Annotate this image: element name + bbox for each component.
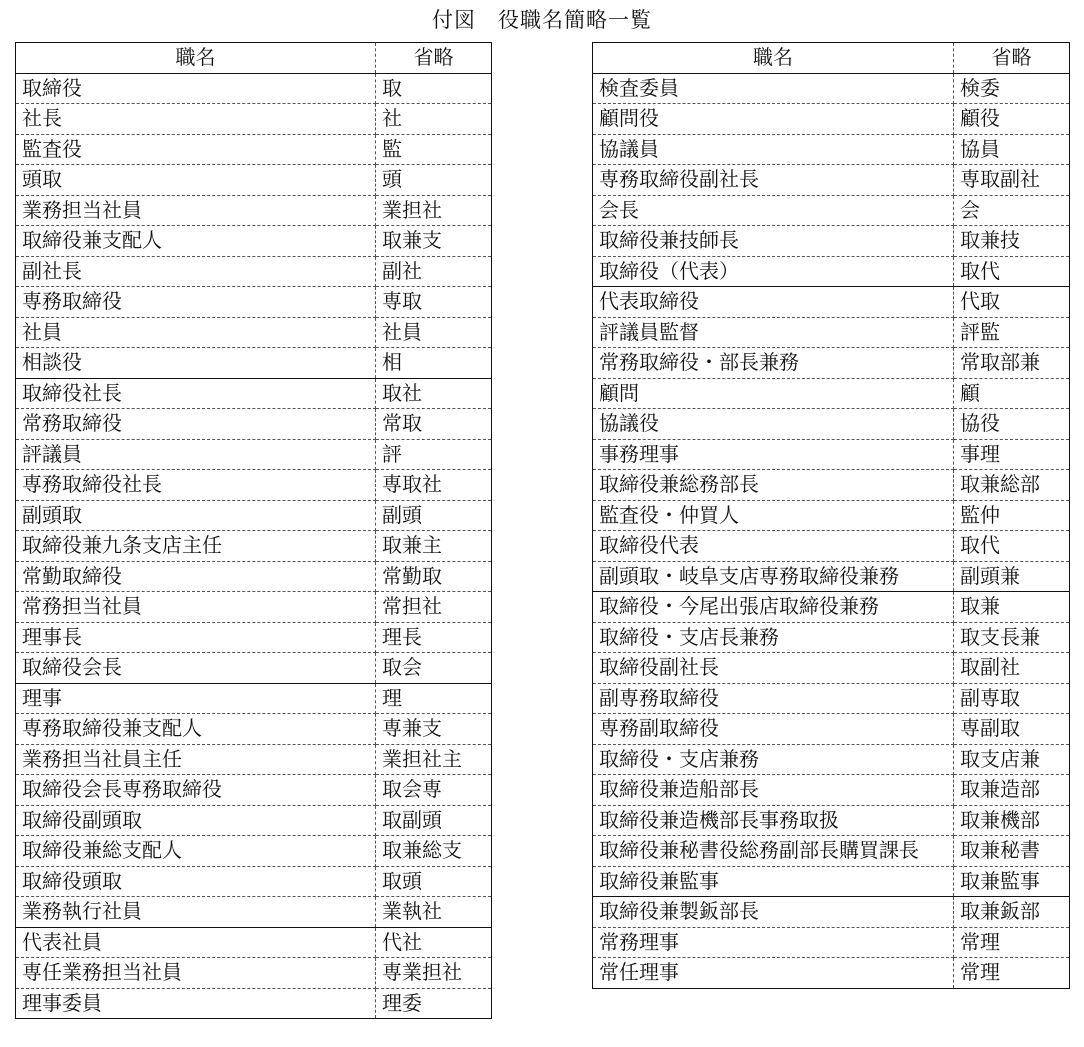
table-row [16, 287, 492, 318]
abbreviation-cell: 監仲 [954, 500, 1070, 531]
position-name-cell: 頭取 [16, 165, 376, 196]
abbreviation-cell: 社 [376, 104, 492, 135]
abbreviation-cell: 常担社 [376, 592, 492, 623]
position-name-cell: 代表取締役 [593, 287, 954, 318]
table-row [593, 287, 1070, 318]
abbreviation-cell: 監 [376, 134, 492, 165]
position-name-cell: 専務副取締役 [593, 714, 954, 745]
table-row [16, 134, 492, 165]
position-name-cell: 取締役兼造機部長事務取扱 [593, 805, 954, 836]
position-name-cell: 協議員 [593, 134, 954, 165]
position-name-cell: 監査役 [16, 134, 376, 165]
table-row [16, 927, 492, 958]
table-row [16, 714, 492, 745]
abbreviation-cell: 取兼監事 [954, 866, 1070, 897]
position-name-cell: 取締役兼造船部長 [593, 775, 954, 806]
abbreviation-cell: 取支店兼 [954, 744, 1070, 775]
table-row [593, 470, 1070, 501]
abbreviation-cell: 取兼秘書 [954, 836, 1070, 867]
position-name-cell: 顧問役 [593, 104, 954, 135]
abbreviation-cell: 取兼支 [376, 226, 492, 257]
abbreviation-cell: 取兼 [954, 592, 1070, 623]
position-name-cell: 取締役・支店長兼務 [593, 622, 954, 653]
abbreviation-cell: 取社 [376, 378, 492, 409]
table-row [16, 500, 492, 531]
table-row [16, 683, 492, 714]
abbreviation-cell: 業担社 [376, 195, 492, 226]
table-row [16, 805, 492, 836]
table-row [593, 348, 1070, 379]
position-name-cell: 取締役副社長 [593, 653, 954, 684]
position-name-cell: 専務取締役副社長 [593, 165, 954, 196]
table-row [16, 775, 492, 806]
abbreviation-cell: 代取 [954, 287, 1070, 318]
abbreviation-cell: 取 [376, 73, 492, 104]
position-name-cell: 社員 [16, 317, 376, 348]
table-row [16, 378, 492, 409]
abbreviation-cell: 常取部兼 [954, 348, 1070, 379]
abbreviation-cell: 社員 [376, 317, 492, 348]
table-row [593, 195, 1070, 226]
position-name-cell: 監査役・仲買人 [593, 500, 954, 531]
table-row [593, 378, 1070, 409]
position-name-cell: 取締役・支店兼務 [593, 744, 954, 775]
position-name-cell: 常務取締役 [16, 409, 376, 440]
abbreviation-cell: 協役 [954, 409, 1070, 440]
header-name: 職名 [16, 43, 376, 74]
table-row [593, 927, 1070, 958]
abbreviation-cell: 相 [376, 348, 492, 379]
abbreviation-cell: 常理 [954, 927, 1070, 958]
table-row [593, 134, 1070, 165]
position-name-cell: 専務取締役兼支配人 [16, 714, 376, 745]
position-name-cell: 会長 [593, 195, 954, 226]
abbreviation-cell: 常勤取 [376, 561, 492, 592]
abbreviation-cell: 取頭 [376, 866, 492, 897]
table-row [593, 165, 1070, 196]
table-row [16, 226, 492, 257]
position-name-cell: 常任理事 [593, 958, 954, 989]
abbreviation-cell: 顧 [954, 378, 1070, 409]
abbreviation-cell: 取兼鈑部 [954, 897, 1070, 928]
abbreviation-cell: 取兼総部 [954, 470, 1070, 501]
table-row [593, 256, 1070, 287]
table-row [16, 897, 492, 928]
table-row [593, 439, 1070, 470]
abbreviation-cell: 取兼総支 [376, 836, 492, 867]
table-row [593, 317, 1070, 348]
table-row [593, 531, 1070, 562]
position-name-cell: 評議員 [16, 439, 376, 470]
position-name-cell: 相談役 [16, 348, 376, 379]
table-row [593, 104, 1070, 135]
position-name-cell: 常務担当社員 [16, 592, 376, 623]
position-name-cell: 取締役兼支配人 [16, 226, 376, 257]
table-row [593, 622, 1070, 653]
abbreviation-cell: 取会 [376, 653, 492, 684]
abbreviation-cell: 業担社主 [376, 744, 492, 775]
table-row [16, 744, 492, 775]
left-abbreviation-table [15, 42, 492, 1019]
position-name-cell: 取締役兼秘書役総務副部長購買課長 [593, 836, 954, 867]
table-row [16, 561, 492, 592]
table-row [593, 653, 1070, 684]
abbreviation-cell: 取兼造部 [954, 775, 1070, 806]
header-abbr: 省略 [376, 43, 492, 74]
abbreviation-cell: 副社 [376, 256, 492, 287]
position-name-cell: 取締役 [16, 73, 376, 104]
position-name-cell: 業務担当社員主任 [16, 744, 376, 775]
position-name-cell: 協議役 [593, 409, 954, 440]
table-row [16, 592, 492, 623]
position-name-cell: 取締役（代表） [593, 256, 954, 287]
position-name-cell: 取締役兼技師長 [593, 226, 954, 257]
table-row [593, 592, 1070, 623]
table-row [593, 866, 1070, 897]
table-row [16, 195, 492, 226]
abbreviation-cell: 取代 [954, 531, 1070, 562]
abbreviation-cell: 取副社 [954, 653, 1070, 684]
table-row [16, 409, 492, 440]
table-row [593, 805, 1070, 836]
position-name-cell: 理事 [16, 683, 376, 714]
abbreviation-cell: 理 [376, 683, 492, 714]
abbreviation-cell: 常理 [960, 960, 1000, 985]
table-row [593, 500, 1070, 531]
abbreviation-cell: 顧役 [954, 104, 1070, 135]
position-name-cell: 取締役副頭取 [16, 805, 376, 836]
abbreviation-cell: 専取副社 [954, 165, 1070, 196]
position-name-cell: 副頭取 [16, 500, 376, 531]
table-row [593, 683, 1070, 714]
page-title: 付図 役職名簡略一覧 [432, 8, 652, 32]
abbreviation-cell: 業執社 [376, 897, 492, 928]
position-name-cell: 検査委員 [593, 73, 954, 104]
position-name-cell: 評議員監督 [593, 317, 954, 348]
table-row [16, 836, 492, 867]
header-row [16, 43, 492, 74]
table-row [593, 836, 1070, 867]
table-row [16, 104, 492, 135]
table-row [593, 775, 1070, 806]
position-name-cell: 代表社員 [16, 927, 376, 958]
position-name-cell: 副頭取・岐阜支店専務取締役兼務 [593, 561, 954, 592]
abbreviation-cell: 専取社 [376, 470, 492, 501]
position-name-cell: 常務理事 [593, 927, 954, 958]
table-row [16, 988, 492, 1019]
position-name-cell: 副社長 [16, 256, 376, 287]
table-row [16, 653, 492, 684]
abbreviation-cell: 取兼技 [954, 226, 1070, 257]
position-name-cell: 取締役・今尾出張店取締役兼務 [593, 592, 954, 623]
abbreviation-cell: 取副頭 [376, 805, 492, 836]
header-abbr: 省略 [954, 43, 1070, 74]
right-abbreviation-table [592, 42, 1070, 989]
abbreviation-cell: 専業担社 [376, 958, 492, 989]
position-name-cell: 取締役社長 [16, 378, 376, 409]
table-row [593, 714, 1070, 745]
position-name-cell: 専務取締役 [16, 287, 376, 318]
position-name-cell: 取締役会長 [16, 653, 376, 684]
table-row [593, 226, 1070, 257]
abbreviation-cell: 頭 [376, 165, 492, 196]
position-name-cell: 業務執行社員 [16, 897, 376, 928]
table-row [593, 897, 1070, 928]
position-name-cell: 事務理事 [593, 439, 954, 470]
abbreviation-cell: 理長 [376, 622, 492, 653]
table-row [593, 561, 1070, 592]
position-name-cell: 専務取締役社長 [16, 470, 376, 501]
position-name-cell: 副専務取締役 [593, 683, 954, 714]
header-name: 職名 [593, 43, 954, 74]
abbreviation-cell: 副頭 [376, 500, 492, 531]
header-row [593, 43, 1070, 74]
position-name-cell: 取締役兼総務部長 [593, 470, 954, 501]
table-row [16, 470, 492, 501]
abbreviation-cell: 協員 [954, 134, 1070, 165]
abbreviation-cell: 副頭兼 [954, 561, 1070, 592]
position-name-cell: 理事長 [16, 622, 376, 653]
abbreviation-cell: 専兼支 [376, 714, 492, 745]
table-row [16, 439, 492, 470]
position-name-cell: 取締役会長専務取締役 [16, 775, 376, 806]
abbreviation-cell: 取代 [954, 256, 1070, 287]
table-row [16, 531, 492, 562]
table-row [16, 348, 492, 379]
table-row [16, 866, 492, 897]
abbreviation-cell: 会 [954, 195, 1070, 226]
abbreviation-cell: 専取 [376, 287, 492, 318]
table-row [16, 622, 492, 653]
position-name-cell: 取締役頭取 [16, 866, 376, 897]
abbreviation-cell: 取兼機部 [954, 805, 1070, 836]
position-name-cell: 取締役兼監事 [593, 866, 954, 897]
abbreviation-cell: 専副取 [954, 714, 1070, 745]
position-name-cell: 社長 [16, 104, 376, 135]
abbreviation-cell: 理委 [382, 990, 422, 1015]
abbreviation-cell: 常取 [376, 409, 492, 440]
abbreviation-cell: 検委 [954, 73, 1070, 104]
abbreviation-cell: 副専取 [954, 683, 1070, 714]
table-row [16, 958, 492, 989]
position-name-cell: 取締役代表 [593, 531, 954, 562]
table-row [593, 958, 1070, 989]
table-row [16, 73, 492, 104]
position-name-cell: 常勤取締役 [16, 561, 376, 592]
abbreviation-cell: 取兼主 [376, 531, 492, 562]
abbreviation-cell: 評監 [954, 317, 1070, 348]
position-name-cell: 理事委員 [16, 988, 376, 1019]
table-row [593, 73, 1070, 104]
abbreviation-cell: 事理 [954, 439, 1070, 470]
table-row [593, 744, 1070, 775]
table-row [16, 317, 492, 348]
position-name-cell: 顧問 [593, 378, 954, 409]
table-row [593, 409, 1070, 440]
abbreviation-cell: 取会専 [376, 775, 492, 806]
position-name-cell: 常務取締役・部長兼務 [593, 348, 954, 379]
position-name-cell: 専任業務担当社員 [16, 958, 376, 989]
abbreviation-cell: 評 [376, 439, 492, 470]
position-name-cell: 取締役兼総支配人 [16, 836, 376, 867]
abbreviation-cell: 代社 [376, 927, 492, 958]
position-name-cell: 取締役兼製鈑部長 [593, 897, 954, 928]
table-row [16, 165, 492, 196]
position-name-cell: 業務担当社員 [16, 195, 376, 226]
table-row [16, 256, 492, 287]
abbreviation-cell: 取支長兼 [954, 622, 1070, 653]
position-name-cell: 取締役兼九条支店主任 [16, 531, 376, 562]
